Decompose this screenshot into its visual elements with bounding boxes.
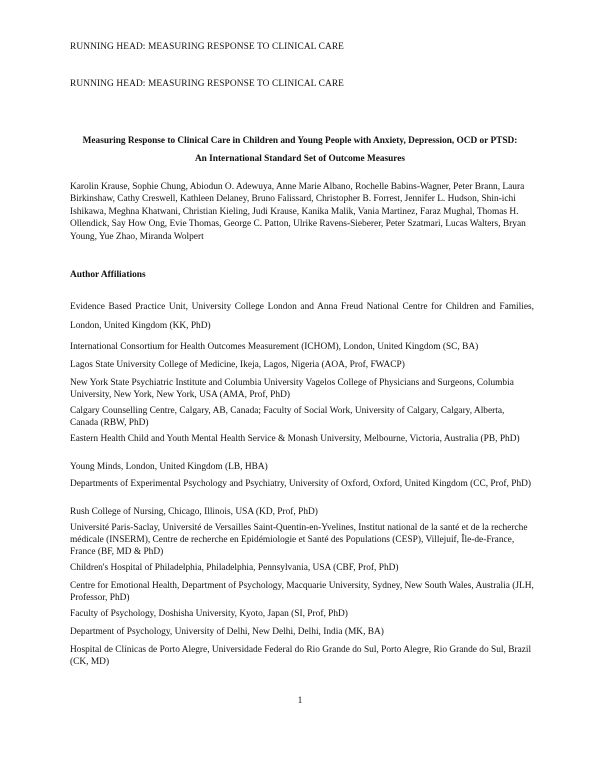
affiliation-item: Evidence Based Practice Unit, University College London and Anna Freud National Centre for Children and Families, London, United Kingdom (KK, PhD) [70, 302, 534, 331]
affiliation-item: Centre for Emotional Health, Department of Psychology, Macquarie University, Sydney, New South Wales, Australia (JLH, Professor, PhD) [70, 581, 534, 604]
affiliation-item: Children's Hospital of Philadelphia, Philadelphia, Pennsylvania, USA (CBF, Prof, PhD) [70, 563, 399, 573]
affiliation-item: International Consortium for Health Outcomes Measurement (ICHOM), London, United Kingdom (SC, BA) [70, 342, 479, 352]
page-number: 1 [297, 696, 303, 706]
affiliations-heading: Author Affiliations [70, 270, 146, 280]
affiliation-item: Université Paris-Saclay, Université de Versailles Saint-Quentin-en-Yvelines, Institut national de la santé et de la recherche médicale (INSERM), Centre de recherche en Epidémiologie et Santé des Populations (CESP), Villejuif, Île-de-France, France (BF, MD & PhD) [70, 523, 528, 558]
author-list: Karolin Krause, Sophie Chung, Abiodun O. Adewuya, Anne Marie Albano, Rochelle Babins-Wagner, Peter Brann, Laura Birkinshaw, Cathy Creswell, Kathleen Delaney, Bruno Falissard, Christopher B. Forrest, Jennifer L. Hudson, Shin-ichi Ishikawa, Meghna Khatwani, Christian Kieling, Judi Krause, Kanika Malik, Vania Martinez, Faraz Mughal, Thomas H. Ollendick, Say How Ong, Evie Thomas, George C. Patton, Ulrike Ravens-Sieberer, Peter Szatmari, Lucas Walters, Bryan Young, Yue Zhao, Miranda Wolpert [70, 182, 526, 242]
affiliation-item: Calgary Counselling Centre, Calgary, AB, Canada; Faculty of Social Work, University of Calgary, Calgary, Alberta, Canada (RBW, PhD) [70, 406, 505, 429]
title-line-1: Measuring Response to Clinical Care in Children and Young People with Anxiety, Depression, OCD or PTSD: [82, 136, 518, 146]
affiliation-item: Hospital de Clínicas de Porto Alegre, Universidade Federal do Rio Grande do Sul, Porto Alegre, Rio Grande do Sul, Brazil (CK, MD) [70, 645, 532, 668]
affiliation-item: Rush College of Nursing, Chicago, Illinois, USA (KD, Prof, PhD) [70, 507, 318, 517]
paper-title [60, 132, 540, 168]
affiliation-item: Department of Psychology, University of Delhi, New Delhi, Delhi, India (MK, BA) [70, 627, 384, 637]
running-head-repeat: RUNNING HEAD: MEASURING RESPONSE TO CLINICAL CARE [70, 79, 345, 89]
affiliation-item: Departments of Experimental Psychology and Psychiatry, University of Oxford, Oxford, United Kingdom (CC, Prof, PhD) [70, 479, 532, 489]
affiliation-item: Young Minds, London, United Kingdom (LB, HBA) [70, 462, 268, 472]
title-line-2: An International Standard Set of Outcome Measures [194, 154, 406, 164]
affiliation-item: Faculty of Psychology, Doshisha University, Kyoto, Japan (SI, Prof, PhD) [70, 609, 348, 619]
affiliation-item: Eastern Health Child and Youth Mental Health Service & Monash University, Melbourne, Victoria, Australia (PB, PhD) [70, 434, 520, 444]
affiliation-item: New York State Psychiatric Institute and Columbia University Vagelos College of Physicians and Surgeons, Columbia University, New York, New York, USA (AMA, Prof, PhD) [70, 378, 514, 401]
affiliation-item: Lagos State University College of Medicine, Ikeja, Lagos, Nigeria (AOA, Prof, FWACP) [70, 360, 405, 370]
running-head: RUNNING HEAD: MEASURING RESPONSE TO CLINICAL CARE [70, 42, 345, 52]
